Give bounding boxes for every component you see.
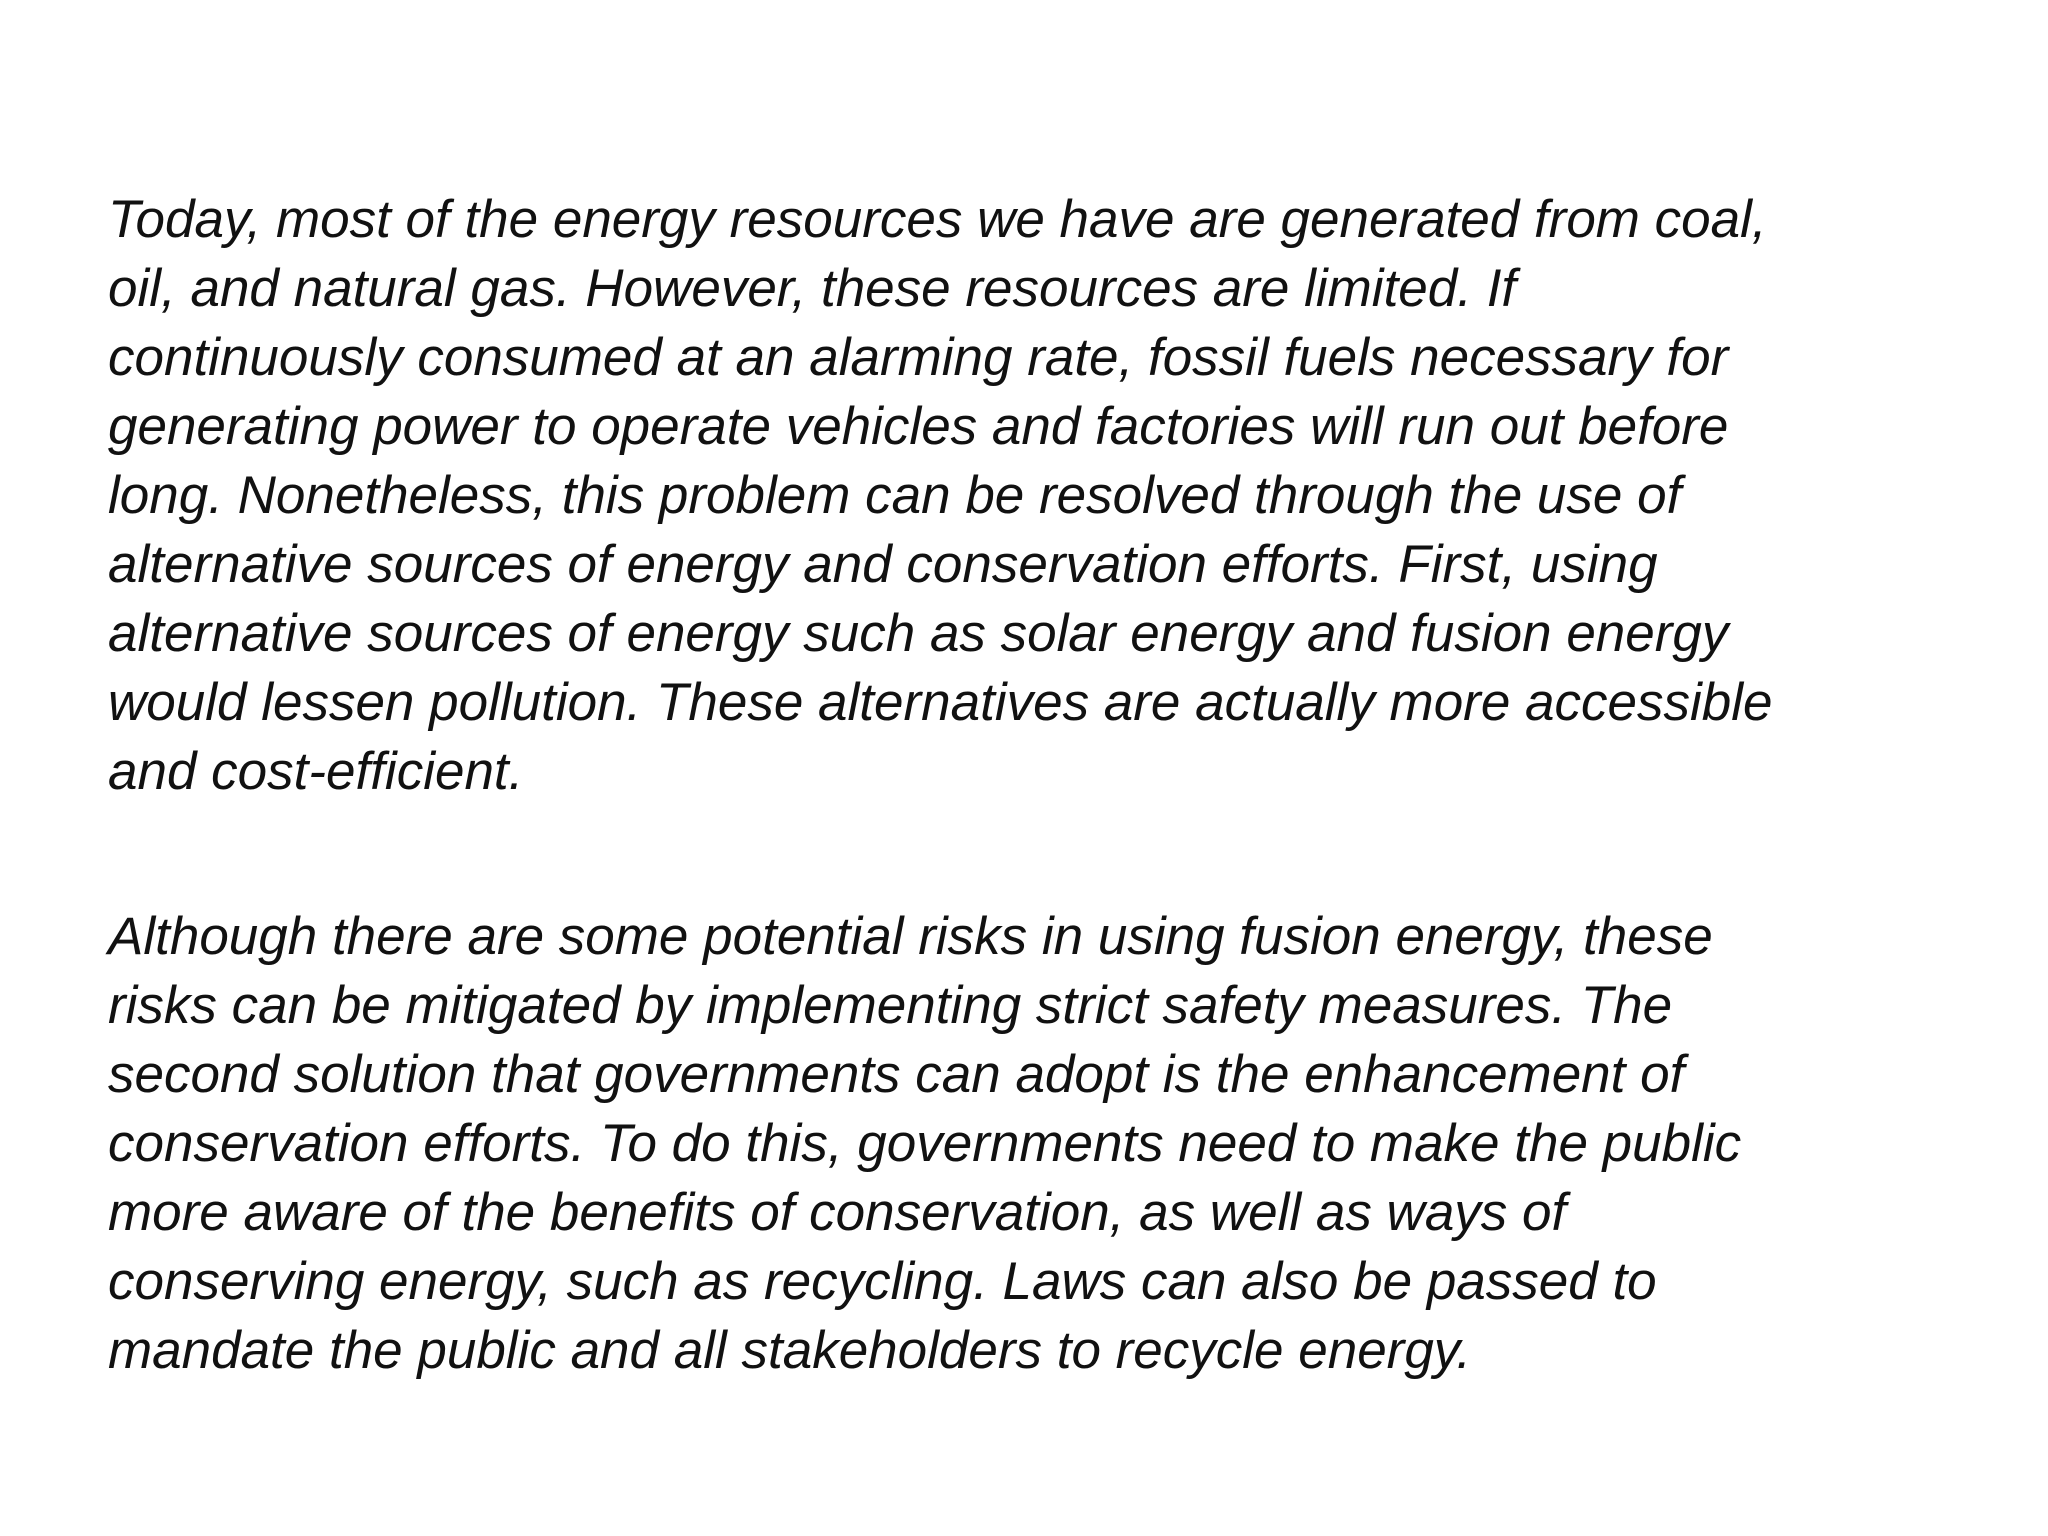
paragraph-1-line-2: oil, and natural gas. However, these resources are limited. If [108,259,1517,318]
paragraph-1-line-1: Today, most of the energy resources we have are generated from coal, [108,190,1767,249]
paragraph-2 [108,902,1741,1385]
paragraph-1-line-3: continuously consumed at an alarming rate, fossil fuels necessary for [108,328,1729,387]
paragraph-2-line-7: mandate the public and all stakeholders to recycle energy. [108,1321,1472,1380]
paragraph-1-line-6: alternative sources of energy and conservation efforts. First, using [108,535,1658,594]
paragraph-2-line-2: risks can be mitigated by implementing strict safety measures. The [108,976,1673,1035]
paragraph-2-line-6: conserving energy, such as recycling. Laws can also be passed to [108,1252,1657,1311]
paragraph-2-line-1: Although there are some potential risks in using fusion energy, these [108,907,1713,966]
paragraph-1-line-9: and cost-efficient. [108,742,524,801]
paragraph-1-line-8: would lessen pollution. These alternatives are actually more accessible [108,673,1773,732]
paragraph-2-line-4: conservation efforts. To do this, governments need to make the public [108,1114,1742,1173]
paragraph-1-line-4: generating power to operate vehicles and factories will run out before [108,397,1729,456]
paragraph-1-line-7: alternative sources of energy such as solar energy and fusion energy [108,604,1729,663]
paragraph-1-line-5: long. Nonetheless, this problem can be resolved through the use of [108,466,1682,525]
paragraph-1 [108,185,1772,806]
paragraph-2-line-3: second solution that governments can adopt is the enhancement of [108,1045,1685,1104]
paragraph-2-line-5: more aware of the benefits of conservation, as well as ways of [108,1183,1567,1242]
